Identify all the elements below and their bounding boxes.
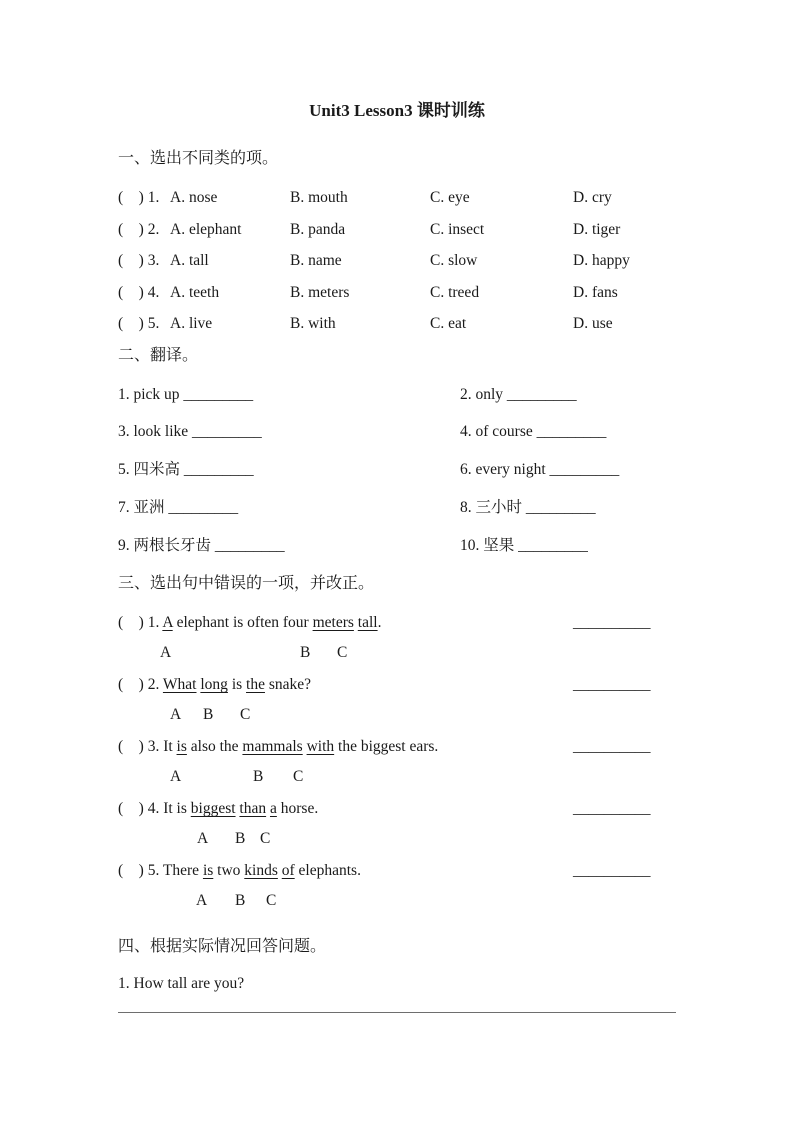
sentence-line bbox=[118, 612, 676, 643]
option-c: C. insect bbox=[430, 220, 485, 238]
label-a: A bbox=[160, 644, 172, 662]
option-b: B. with bbox=[290, 315, 336, 332]
translation-item: 2. only _________ bbox=[460, 385, 577, 403]
option-d: D. tiger bbox=[573, 220, 621, 238]
option-a: A. live bbox=[170, 315, 213, 332]
correction-blank: __________ bbox=[573, 862, 651, 880]
label-c: C bbox=[260, 830, 271, 848]
option-a: A. teeth bbox=[170, 283, 220, 301]
row-prefix: ( ) 4. bbox=[118, 283, 160, 301]
choice-row bbox=[118, 220, 676, 252]
option-d: D. use bbox=[573, 315, 613, 332]
label-a: A bbox=[170, 768, 182, 786]
page-title: Unit3 Lesson3 课时训练 bbox=[309, 101, 485, 120]
sentence-segment: . bbox=[377, 614, 382, 632]
option-d: D. cry bbox=[573, 189, 612, 206]
label-c: C bbox=[266, 892, 277, 910]
label-row bbox=[118, 829, 676, 860]
section-2 bbox=[118, 346, 676, 574]
translation-item: 5. 四米高 _________ bbox=[118, 461, 254, 479]
error-item bbox=[118, 798, 676, 860]
correction-blank: __________ bbox=[573, 614, 651, 632]
underlined-word: is bbox=[176, 738, 187, 756]
label-b: B bbox=[203, 706, 214, 724]
section-2-heading: 二、翻译。 bbox=[118, 346, 199, 364]
error-item bbox=[118, 860, 676, 922]
translation-item: 4. of course _________ bbox=[460, 423, 607, 441]
label-a: A bbox=[170, 706, 182, 724]
label-row bbox=[118, 767, 676, 798]
translation-item: 10. 坚果 _________ bbox=[460, 536, 588, 554]
underlined-word: meters bbox=[312, 614, 354, 632]
translation-item: 3. look like _________ bbox=[118, 423, 262, 441]
sentence-segment: snake? bbox=[264, 676, 312, 694]
option-a: A. elephant bbox=[170, 220, 242, 238]
translation-item: 9. 两根长牙齿 _________ bbox=[118, 536, 285, 554]
translation-item: 7. 亚洲 _________ bbox=[118, 498, 239, 516]
translation-item: 6. every night _________ bbox=[460, 461, 620, 479]
option-c: C. treed bbox=[430, 283, 480, 301]
section-3 bbox=[118, 574, 676, 922]
underlined-word: of bbox=[281, 862, 295, 880]
option-b: B. mouth bbox=[290, 189, 348, 206]
sentence-segment: There bbox=[162, 862, 203, 880]
sentence-segment: horse. bbox=[276, 800, 319, 818]
correction-blank: __________ bbox=[573, 800, 651, 818]
row-prefix: ( ) 4. bbox=[118, 800, 164, 818]
sentence-segment: It bbox=[163, 738, 177, 756]
translation-item: 8. 三小时 _________ bbox=[460, 498, 596, 516]
label-row bbox=[118, 705, 676, 736]
choice-row bbox=[118, 314, 676, 346]
option-c: C. eye bbox=[430, 189, 470, 206]
underlined-word: tall bbox=[357, 614, 378, 632]
underlined-word: long bbox=[200, 676, 228, 694]
error-item bbox=[118, 612, 676, 674]
sentence-segment: elephant is often four bbox=[172, 614, 313, 632]
answer-line bbox=[118, 1012, 676, 1013]
row-prefix: ( ) 1. bbox=[118, 614, 163, 632]
correction-blank: __________ bbox=[573, 676, 651, 694]
row-prefix: ( ) 2. bbox=[118, 220, 160, 238]
sentence-segment: also the bbox=[186, 738, 243, 756]
choice-row bbox=[118, 283, 676, 315]
row-prefix: ( ) 5. bbox=[118, 315, 160, 332]
underlined-word: with bbox=[306, 738, 335, 756]
label-a: A bbox=[197, 830, 209, 848]
label-c: C bbox=[337, 644, 348, 662]
correction-blank: __________ bbox=[573, 738, 651, 756]
sentence-line bbox=[118, 736, 676, 767]
sentence bbox=[163, 738, 438, 755]
sentence-segment: two bbox=[213, 862, 245, 880]
section-1 bbox=[118, 149, 676, 346]
sentence-segment: is bbox=[227, 676, 247, 694]
label-row bbox=[118, 643, 676, 674]
choice-row bbox=[118, 251, 676, 283]
option-d: D. happy bbox=[573, 252, 630, 269]
underlined-word: than bbox=[239, 800, 267, 818]
label-c: C bbox=[240, 706, 251, 724]
option-c: C. eat bbox=[430, 315, 467, 332]
option-a: A. nose bbox=[170, 189, 218, 206]
translation-grid bbox=[118, 385, 676, 574]
sentence-line bbox=[118, 798, 676, 829]
question-text: 1. How tall are you? bbox=[118, 975, 245, 993]
translation-item: 1. pick up _________ bbox=[118, 385, 254, 403]
underlined-word: A bbox=[162, 614, 173, 632]
row-prefix: ( ) 1. bbox=[118, 189, 160, 206]
sentence-segment: It is bbox=[163, 800, 191, 818]
label-b: B bbox=[235, 830, 246, 848]
sentence-segment: elephants. bbox=[294, 862, 361, 880]
error-item bbox=[118, 674, 676, 736]
option-b: B. panda bbox=[290, 220, 346, 238]
option-b: B. meters bbox=[290, 283, 350, 301]
option-b: B. name bbox=[290, 252, 342, 269]
sentence-line bbox=[118, 860, 676, 891]
underlined-word: kinds bbox=[244, 862, 278, 880]
underlined-word: is bbox=[202, 862, 214, 880]
row-prefix: ( ) 3. bbox=[118, 738, 164, 756]
sentence-line bbox=[118, 674, 676, 705]
sentence-segment: the biggest ears. bbox=[334, 738, 439, 756]
underlined-word: What bbox=[162, 676, 197, 694]
label-b: B bbox=[235, 892, 246, 910]
label-c: C bbox=[293, 768, 304, 786]
row-prefix: ( ) 3. bbox=[118, 252, 160, 269]
section-4-heading: 四、根据实际情况回答问题。 bbox=[118, 938, 327, 956]
row-prefix: ( ) 5. bbox=[118, 862, 163, 880]
error-item bbox=[118, 736, 676, 798]
row-prefix: ( ) 2. bbox=[118, 676, 163, 694]
underlined-word: the bbox=[246, 676, 265, 694]
option-d: D. fans bbox=[573, 283, 618, 301]
label-b: B bbox=[300, 644, 311, 662]
choice-row bbox=[118, 188, 676, 220]
label-row bbox=[118, 891, 676, 922]
underlined-word: a bbox=[269, 800, 277, 818]
section-1-heading: 一、选出不同类的项。 bbox=[118, 150, 279, 167]
sentence bbox=[163, 800, 318, 817]
section-4 bbox=[118, 937, 676, 1013]
underlined-word: mammals bbox=[242, 738, 303, 756]
label-a: A bbox=[196, 892, 208, 910]
option-c: C. slow bbox=[430, 252, 478, 269]
sentence bbox=[163, 862, 361, 879]
section-3-heading: 三、选出句中错误的一项，并改正。 bbox=[118, 575, 375, 593]
underlined-word: biggest bbox=[190, 800, 236, 818]
label-b: B bbox=[253, 768, 264, 786]
sentence bbox=[162, 614, 381, 631]
option-a: A. tall bbox=[170, 252, 209, 269]
sentence bbox=[163, 676, 311, 693]
